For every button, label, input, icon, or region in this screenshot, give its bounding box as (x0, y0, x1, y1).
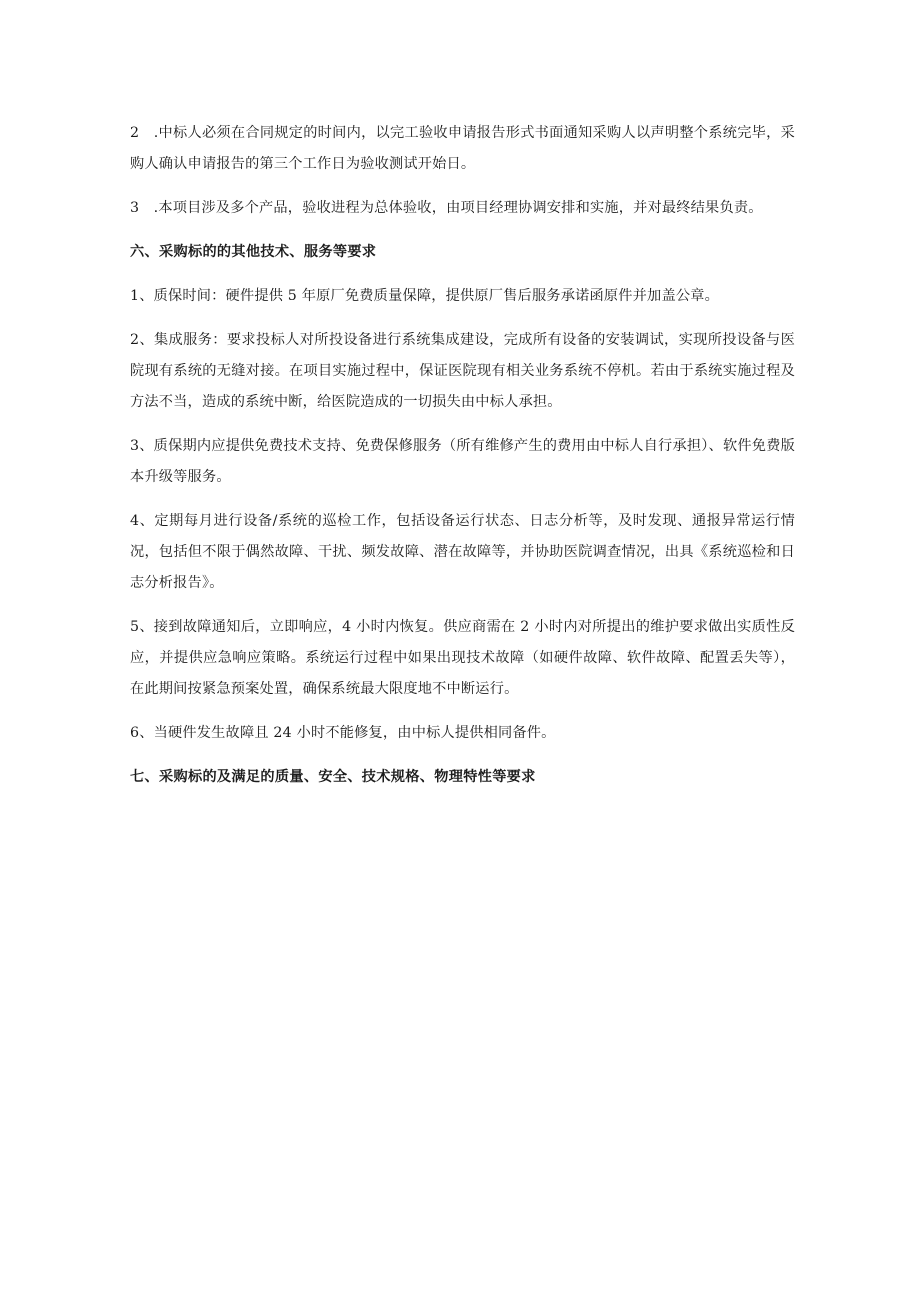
paragraph-monthly-inspection: 4、定期每月进行设备/系统的巡检工作，包括设备运行状态、日志分析等，及时发现、通报异常运行情况，包括但不限于偶然故障、干扰、频发故障、潜在故障等，并协助医院调查情况，出具《系统巡检和日志分析报告》。 (130, 513, 795, 591)
paragraph-warranty-period: 1、质保时间：硬件提供 5 年原厂免费质量保障，提供原厂售后服务承诺函原件并加盖公章。 (130, 288, 719, 304)
paragraph-fault-response: 5、接到故障通知后，立即响应，4 小时内恢复。供应商需在 2 小时内对所提出的维护要求做出实质性反应，并提供应急响应策略。系统运行过程中如果出现技术故障（如硬件故障、软件故障、配置丢失等），在此期间按紧急预案处置，确保系统最大限度地不中断运行。 (130, 619, 795, 697)
paragraph-acceptance-notice: 2 .中标人必须在合同规定的时间内，以完工验收申请报告形式书面通知采购人以声明整个系统完毕，采购人确认申请报告的第三个工作日为验收测试开始日。 (130, 125, 795, 172)
paragraph-spare-parts: 6、当硬件发生故障且 24 小时不能修复，由中标人提供相同备件。 (130, 725, 556, 741)
paragraph-overall-acceptance: 3 .本项目涉及多个产品，验收进程为总体验收，由项目经理协调安排和实施，并对最终结果负责。 (130, 200, 763, 216)
paragraph-free-support: 3、质保期内应提供免费技术支持、免费保修服务（所有维修产生的费用由中标人自行承担）、软件免费版本升级等服务。 (130, 438, 795, 485)
section-heading-6: 六、采购标的的其他技术、服务等要求 (130, 244, 377, 260)
document-body (130, 118, 795, 806)
paragraph-integration-service: 2、集成服务：要求投标人对所投设备进行系统集成建设，完成所有设备的安装调试，实现所投设备与医院现有系统的无缝对接。在项目实施过程中，保证医院现有相关业务系统不停机。若由于系统实施过程及方法不当，造成的系统中断，给医院造成的一切损失由中标人承担。 (130, 332, 795, 410)
section-heading-7: 七、采购标的及满足的质量、安全、技术规格、物理特性等要求 (130, 769, 536, 785)
